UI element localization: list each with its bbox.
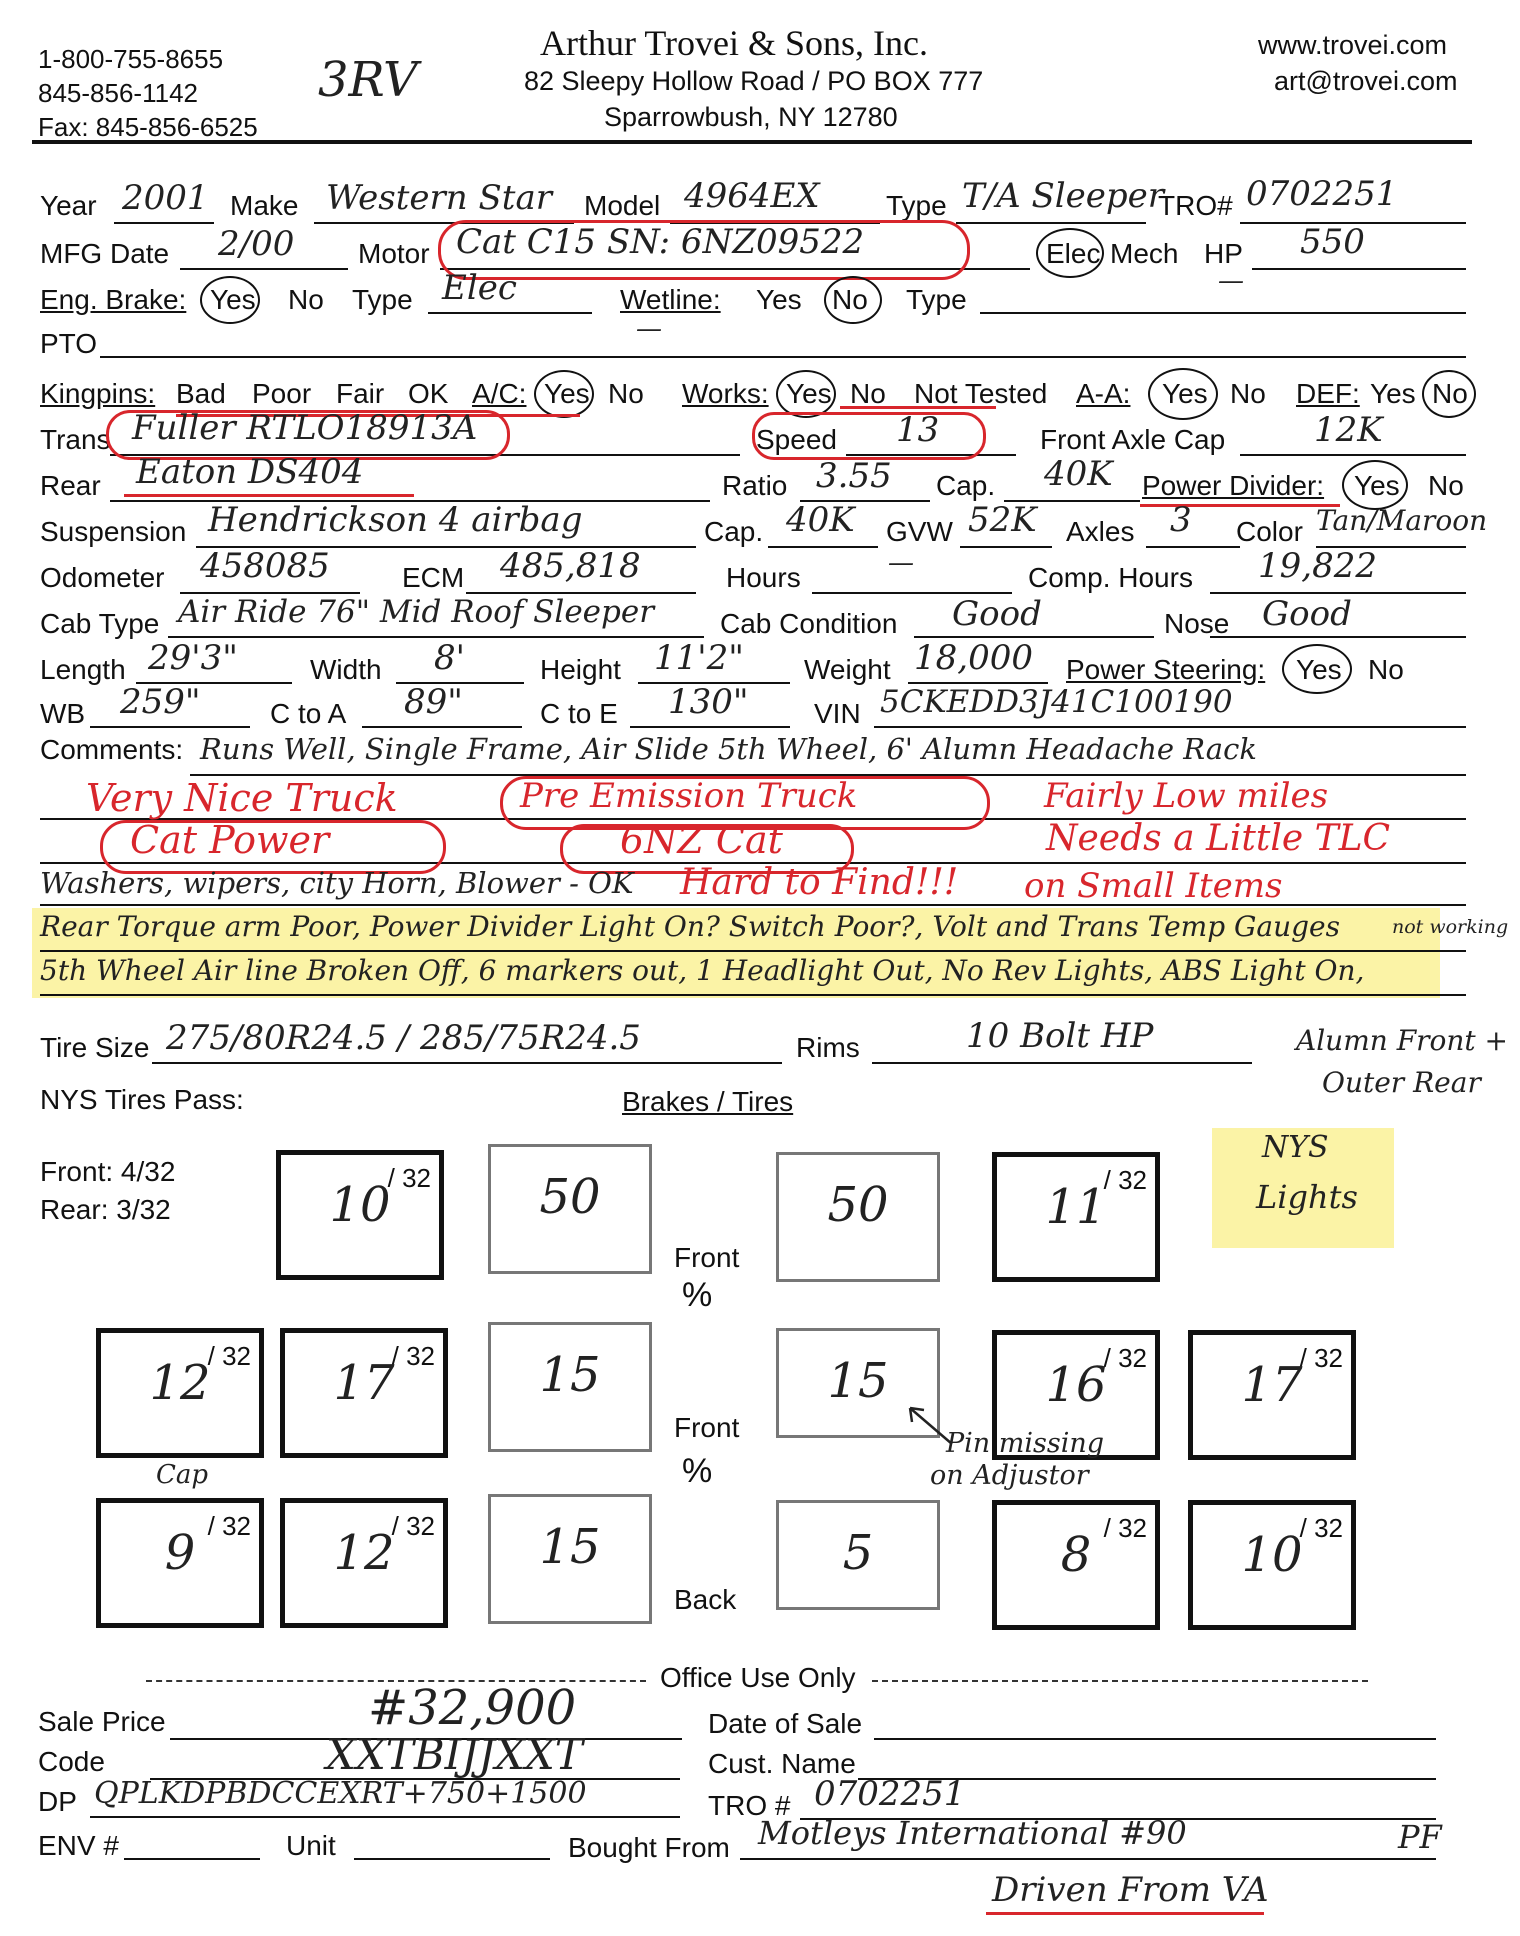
works-yes: Yes <box>786 378 832 409</box>
c-to-e-label: C to E <box>540 698 618 729</box>
comment-red-6nz-cat: 6NZ Cat <box>620 818 783 862</box>
nose-value: Good <box>1262 594 1352 634</box>
works-red-underline <box>840 406 996 409</box>
c-to-a-value: 89" <box>404 682 463 722</box>
ac-label: A/C: <box>472 378 527 409</box>
works-label: Works: <box>682 378 769 409</box>
height-value: 11'2" <box>654 638 744 678</box>
front-axle-label: Front Axle Cap <box>1040 424 1226 455</box>
motor-label: Motor <box>358 238 430 269</box>
brake-mid-left: 15 <box>488 1322 652 1452</box>
tire-rear-left-outer: / 32 9 <box>96 1498 264 1628</box>
weight-label: Weight <box>804 654 891 685</box>
pto-value: — <box>636 314 662 344</box>
year-label: Year <box>40 190 97 221</box>
back-label: Back <box>674 1584 737 1615</box>
pin-missing-note: Pin missing <box>946 1428 1105 1459</box>
rear-requirement: Rear: 3/32 <box>40 1194 171 1225</box>
bought-from-value: Motleys International #90 <box>758 1814 1187 1852</box>
def-no-circle <box>1422 370 1476 418</box>
model-label: Model <box>584 190 661 221</box>
make-label: Make <box>230 190 299 221</box>
power-steering-yes: Yes <box>1296 654 1342 685</box>
kingpins-ok: OK <box>408 378 449 409</box>
rear-red-underline <box>124 494 414 497</box>
c-to-a-label: C to A <box>270 698 347 729</box>
tire-mid-left-outer: / 32 12 <box>96 1328 264 1458</box>
brakes-tires-label: Brakes / Tires <box>622 1086 794 1117</box>
ac-no: No <box>608 378 644 409</box>
odometer-label: Odometer <box>40 562 165 593</box>
power-divider-label: Power Divider: <box>1142 470 1325 501</box>
company-address-line2: Sparrowbush, NY 12780 <box>604 102 898 132</box>
elec-circle <box>1036 228 1104 278</box>
aa-no: No <box>1230 378 1266 409</box>
rims-label: Rims <box>796 1032 860 1063</box>
hours-value: — <box>888 548 914 578</box>
tire-rear-right-outer: / 32 10 <box>1188 1500 1356 1630</box>
motor-red-circle <box>438 220 970 280</box>
ecm-value: 485,818 <box>500 546 641 586</box>
aa-label: A-A: <box>1076 378 1131 409</box>
def-no: No <box>1432 378 1468 409</box>
unit-label: Unit <box>286 1830 336 1861</box>
fax-number: Fax: 845-856-6525 <box>38 112 258 142</box>
brake-rear-left: 15 <box>488 1494 652 1624</box>
header-divider <box>32 140 1472 144</box>
type-label: Type <box>886 190 947 221</box>
width-label: Width <box>310 654 382 685</box>
brake-front-right: 50 <box>776 1152 940 1282</box>
dp-value: QPLKDPBDCCEXRT+750+1500 <box>94 1776 587 1811</box>
rear-cap-label: Cap. <box>936 470 996 501</box>
cab-condition-label: Cab Condition <box>720 608 898 639</box>
rear-label: Rear <box>40 470 101 501</box>
vin-value: 5CKEDD3J41C100190 <box>880 684 1233 720</box>
nose-label: Nose <box>1164 608 1230 639</box>
rear-value: Eaton DS404 <box>136 452 364 492</box>
wb-value: 259" <box>120 682 201 722</box>
rims-note-alumn-front: Alumn Front + <box>1296 1024 1509 1057</box>
speed-value: 13 <box>896 410 940 450</box>
vin-label: VIN <box>814 698 861 729</box>
eng-brake-yes-circle <box>200 276 260 324</box>
sale-price-value: #32,900 <box>368 1680 577 1736</box>
office-use-label: Office Use Only <box>660 1662 856 1693</box>
axles-label: Axles <box>1066 516 1135 547</box>
company-website[interactable]: www.trovei.com <box>1258 30 1448 60</box>
tire-rear-right-inner: / 32 8 <box>992 1500 1160 1630</box>
code-label: Code <box>38 1746 105 1777</box>
front-label-1: Front <box>674 1242 740 1273</box>
color-label: Color <box>1236 516 1303 547</box>
height-label: Height <box>540 654 621 685</box>
eng-brake-label: Eng. Brake: <box>40 284 187 315</box>
cab-type-label: Cab Type <box>40 608 160 639</box>
hp-value: 550 <box>1300 222 1365 262</box>
length-label: Length <box>40 654 126 685</box>
company-address-line1: 82 Sleepy Hollow Road / PO BOX 777 <box>524 66 984 96</box>
company-email[interactable]: art@trovei.com <box>1274 66 1458 96</box>
tro-value: 0702251 <box>1246 174 1398 214</box>
brake-mid-right: 15 <box>776 1328 940 1438</box>
odometer-value: 458085 <box>200 546 330 586</box>
pto-label: PTO <box>40 328 98 359</box>
rims-value: 10 Bolt HP <box>966 1016 1154 1056</box>
nys-tires-label: NYS Tires Pass: <box>40 1084 244 1115</box>
comment-red-very-nice-truck: Very Nice Truck <box>86 776 398 820</box>
power-steering-yes-circle <box>1282 644 1352 694</box>
wetline-no: No <box>832 284 868 315</box>
mfg-date-value: 2/00 <box>218 224 295 264</box>
speed-label: Speed <box>756 424 837 455</box>
ac-yes: Yes <box>544 378 590 409</box>
gvw-label: GVW <box>886 516 953 547</box>
tire-size-label: Tire Size <box>40 1032 150 1063</box>
tire-mid-right-outer: / 32 17 <box>1188 1330 1356 1460</box>
ecm-label: ECM <box>402 562 465 593</box>
ratio-value: 3.55 <box>816 456 892 496</box>
comments-label: Comments: <box>40 734 184 765</box>
nys-note: NYS <box>1262 1130 1329 1165</box>
tire-front-right: / 32 11 <box>992 1152 1160 1282</box>
comments-line1: Runs Well, Single Frame, Air Slide 5th Wheel, 6' Alumn Headache Rack <box>200 732 1257 766</box>
wetline-no-circle <box>824 276 882 324</box>
comment-red-pre-emission: Pre Emission Truck <box>520 776 858 816</box>
eng-brake-yes: Yes <box>210 284 256 315</box>
kingpins-label: Kingpins: <box>40 378 156 409</box>
length-value: 29'3" <box>148 638 238 678</box>
aa-yes-circle <box>1148 368 1218 420</box>
power-steering-no: No <box>1368 654 1404 685</box>
cab-condition-value: Good <box>952 594 1042 634</box>
front-pct-2: % <box>682 1452 713 1490</box>
front-pct-1: % <box>682 1276 713 1314</box>
phone-tollfree: 1-800-755-8655 <box>38 44 224 74</box>
sale-price-label: Sale Price <box>38 1706 166 1737</box>
office-dash-right <box>872 1680 1368 1682</box>
hp-label: HP <box>1204 238 1243 269</box>
comp-hours-label: Comp. Hours <box>1028 562 1193 593</box>
c-to-e-value: 130" <box>668 682 749 722</box>
wetline-type-value: — <box>1218 266 1244 296</box>
cust-name-label: Cust. Name <box>708 1748 856 1779</box>
suspension-cap-label: Cap. <box>704 516 764 547</box>
comment-red-small-items: on Small Items <box>1024 866 1283 906</box>
driven-from-value: Driven From VA <box>992 1870 1269 1910</box>
wetline-yes: Yes <box>756 284 802 315</box>
code-value: XXTBIJJXXT <box>326 1730 583 1779</box>
tire-mid-left-inner: / 32 17 <box>280 1328 448 1458</box>
ratio-label: Ratio <box>722 470 788 501</box>
rims-note-outer-rear: Outer Rear <box>1322 1066 1481 1099</box>
eng-brake-type-label: Type <box>352 284 413 315</box>
elec-label: Elec <box>1046 238 1101 269</box>
power-divider-yes: Yes <box>1354 470 1400 501</box>
env-label: ENV # <box>38 1830 119 1861</box>
tro2-value: 0702251 <box>814 1774 966 1814</box>
bought-from-label: Bought From <box>568 1832 730 1863</box>
eng-brake-type-value: Elec <box>442 268 517 308</box>
front-label-2: Front <box>674 1412 740 1443</box>
dp-label: DP <box>38 1786 77 1817</box>
wb-label: WB <box>40 698 86 729</box>
aa-yes: Yes <box>1162 378 1208 409</box>
tro2-label: TRO # <box>708 1790 791 1821</box>
works-not-tested: Not Tested <box>914 378 1048 409</box>
tire-front-left: / 32 10 <box>276 1150 444 1280</box>
ac-yes-circle <box>534 370 594 418</box>
cab-type-value: Air Ride 76" Mid Roof Sleeper <box>178 594 655 630</box>
wetline-label: Wetline: <box>620 284 721 315</box>
tire-size-value: 275/80R24.5 / 285/75R24.5 <box>166 1018 641 1058</box>
phone-local: 845-856-1142 <box>38 78 198 108</box>
def-label: DEF: <box>1296 378 1360 409</box>
kingpins-fair: Fair <box>336 378 385 409</box>
suspension-cap-value: 40K <box>786 500 855 540</box>
company-name: Arthur Trovei & Sons, Inc. <box>540 23 929 63</box>
rear-cap-value: 40K <box>1044 454 1113 494</box>
weight-value: 18,000 <box>914 638 1033 678</box>
works-no: No <box>850 378 886 409</box>
kingpins-poor: Poor <box>252 378 312 409</box>
tire-mid-right-inner: / 32 16 <box>992 1330 1160 1460</box>
comp-hours-value: 19,822 <box>1258 546 1377 586</box>
on-adjustor-note: on Adjustor <box>930 1460 1089 1491</box>
color-value: Tan/Maroon <box>1316 504 1488 537</box>
date-of-sale-label: Date of Sale <box>708 1708 863 1739</box>
width-value: 8' <box>434 638 465 678</box>
gvw-value: 52K <box>968 500 1037 540</box>
eng-brake-no: No <box>288 284 324 315</box>
power-steering-label: Power Steering: <box>1066 654 1266 685</box>
power-divider-yes-circle <box>1342 460 1408 510</box>
cap-note: Cap <box>156 1460 209 1490</box>
driven-red-underline <box>986 1912 1264 1915</box>
brake-rear-right: 5 <box>776 1500 940 1610</box>
type-value: T/A Sleeper <box>962 176 1165 216</box>
speed-red-circle <box>752 412 986 460</box>
trans-label: Trans <box>40 424 111 455</box>
trans-value: Fuller RTLO18913A <box>132 408 478 448</box>
lights-note: Lights <box>1256 1178 1358 1216</box>
suspension-label: Suspension <box>40 516 187 547</box>
comment-red-cat-power: Cat Power <box>130 818 330 862</box>
comment-red-needs-tlc: Needs a Little TLC <box>1046 818 1391 859</box>
def-yes: Yes <box>1370 378 1416 409</box>
suspension-value: Hendrickson 4 airbag <box>208 500 583 540</box>
axles-value: 3 <box>1170 500 1192 540</box>
brake-front-left: 50 <box>488 1144 652 1274</box>
comment-red-hard-to-find: Hard to Find!!! <box>680 862 959 903</box>
comment-red-low-miles: Fairly Low miles <box>1044 776 1329 816</box>
handwritten-note-3rv: 3RV <box>318 52 418 108</box>
comments-line4: Washers, wipers, city Horn, Blower - OK <box>40 866 634 900</box>
front-axle-value: 12K <box>1314 410 1383 450</box>
comments-line6: 5th Wheel Air line Broken Off, 6 markers out, 1 Headlight Out, No Rev Lights, ABS Light On, <box>40 954 1365 987</box>
year-value: 2001 <box>122 178 209 218</box>
comments-line5: Rear Torque arm Poor, Power Divider Light On? Switch Poor?, Volt and Trans Temp Gauges <box>40 910 1340 943</box>
motor-value: Cat C15 SN: 6NZ09522 <box>456 222 865 262</box>
power-divider-no: No <box>1428 470 1464 501</box>
mfg-date-label: MFG Date <box>40 238 170 269</box>
hours-label: Hours <box>726 562 801 593</box>
wetline-type-label: Type <box>906 284 967 315</box>
mech-label: Mech <box>1110 238 1179 269</box>
works-yes-circle <box>776 370 836 418</box>
model-value: 4964EX <box>684 176 820 216</box>
tire-rear-left-inner: / 32 12 <box>280 1498 448 1628</box>
tro-label: TRO# <box>1158 190 1233 221</box>
front-requirement: Front: 4/32 <box>40 1156 176 1187</box>
make-value: Western Star <box>326 178 552 218</box>
kingpins-bad: Bad <box>176 378 226 409</box>
initials-value: PF <box>1398 1818 1442 1856</box>
comments-not-working: not working <box>1392 916 1509 938</box>
